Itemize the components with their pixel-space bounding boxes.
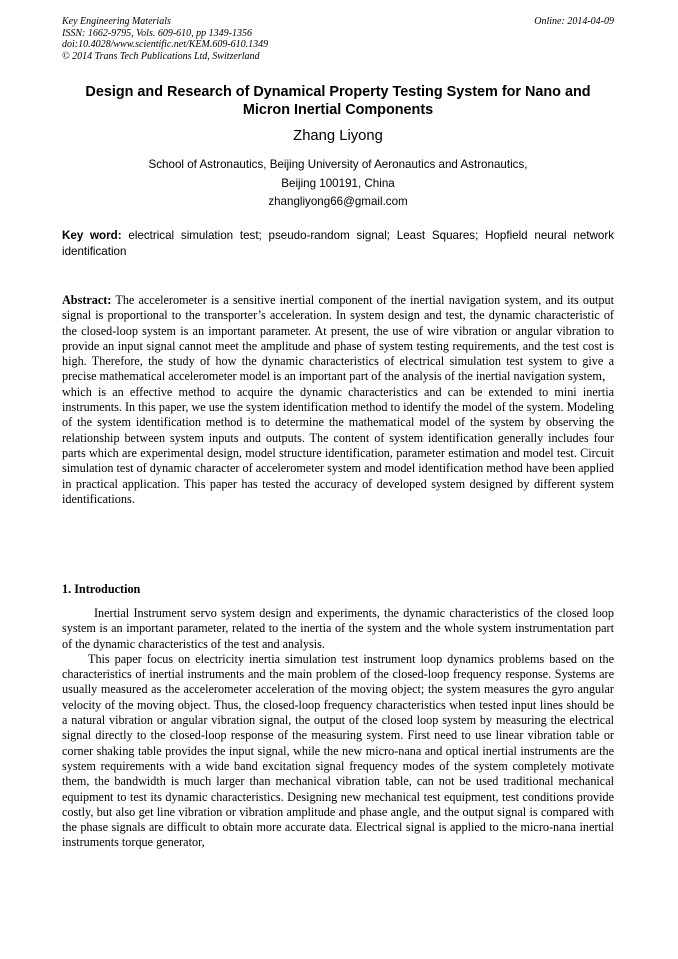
paper-title: Design and Research of Dynamical Property Testing System for Nano and Micron Inertial Components [85,84,591,118]
keywords-text: electrical simulation test; pseudo-random signal; Least Squares; Hopfield neural network identification [62,229,614,258]
abstract-label: Abstract: [62,293,112,307]
abstract-text: The accelerometer is a sensitive inertial component of the inertial navigation system, and its output signal is proportional to the transporter’s acceleration. In system design and test, the dynamic characteristic of the closed-loop system is an important parameter. At present, the use of wire vibration or angular vibration to provide an input signal cannot meet the amplitude and phase of system testing requirements, and the test cost is high. Therefore, the study of how the dynamic characteristics of electrical simulation test system to give a precise mathematical accelerometer model is an important part of the analysis of the inertial navigation system，which is an effective method to acquire the dynamic characteristics and can be extended to mini inertia instruments. In this paper, we use the system identification method to identify the model of the system. Modeling of the system identification method is to determine the mathematical model of the system by observing the relationship between system inputs and outputs. The content of system identification generally includes four parts which are experimental design, model structure identification, parameter estimation and model test. Circuit simulation test of dynamic character of accelerometer system and model identification method have been applied in practical application. This paper has tested the accuracy of developed system designed by different system identifications. [62,293,614,506]
intro-paragraph-1: Inertial Instrument servo system design and experiments, the dynamic characteristics of the closed loop system is an important parameter, related to the inertia of the system and the whole system instrumentation part of the dynamic characteristics of the test and analysis. [62,606,614,651]
abstract-block [62,293,614,507]
journal-doi: doi:10.4028/www.scientific.net/KEM.609-610.1349 [62,39,269,51]
introduction-body [62,606,614,851]
affiliation-line-2: Beijing 100191, China [281,176,395,190]
journal-issn: ISSN: 1662-9795, Vols. 609-610, pp 1349-1356 [62,27,252,39]
journal-copyright: © 2014 Trans Tech Publications Ltd, Switzerland [62,50,260,62]
intro-paragraph-2: This paper focus on electricity inertia simulation test instrument loop dynamics problems based on the characteristics of inertial instruments and the main problem of the closed-loop frequency response. Systems are usually measured as the accelerometer acceleration of the moving object; the system measures the gyro angular velocity of the moving object. Thus, the closed-loop frequency characteristics when tested input lines should be a natural vibration or angular vibration signal, the output of the closed loop system by measuring the electrical signal directly to the closed-loop response of the measuring system. First need to use linear vibration table or corner shaking table provides the input signal, while the new micro-nana and optical inertial instruments are the system requirements with a wide band excitation signal frequency modes of the system completely motivate them, the bandwidth is much larger than mechanical vibration table, can not be used traditional mechanical equipment to test its dynamic characteristics. Designing new mechanical test equipment, test conditions provide costly, but also get line vibration or vibration amplitude and phase angle, and the output signal is compared with the phase signals are difficult to obtain more accurate data. Electrical signal is applied to the micro-nana inertial instruments torque generator, [62,651,614,850]
affiliation-line-1: School of Astronautics, Beijing University of Aeronautics and Astronautics, [148,158,528,171]
journal-name: Key Engineering Materials [62,16,171,27]
journal-header [62,16,268,62]
author-email: zhangliyong66@gmail.com [268,195,408,208]
section-heading-introduction: 1. Introduction [62,582,141,596]
author-affiliation [62,156,614,212]
paper-author: Zhang Liyong [293,128,383,144]
online-date: Online: 2014-04-09 [534,16,614,27]
keywords-label: Key word: [62,229,122,242]
keywords-block [62,228,614,259]
